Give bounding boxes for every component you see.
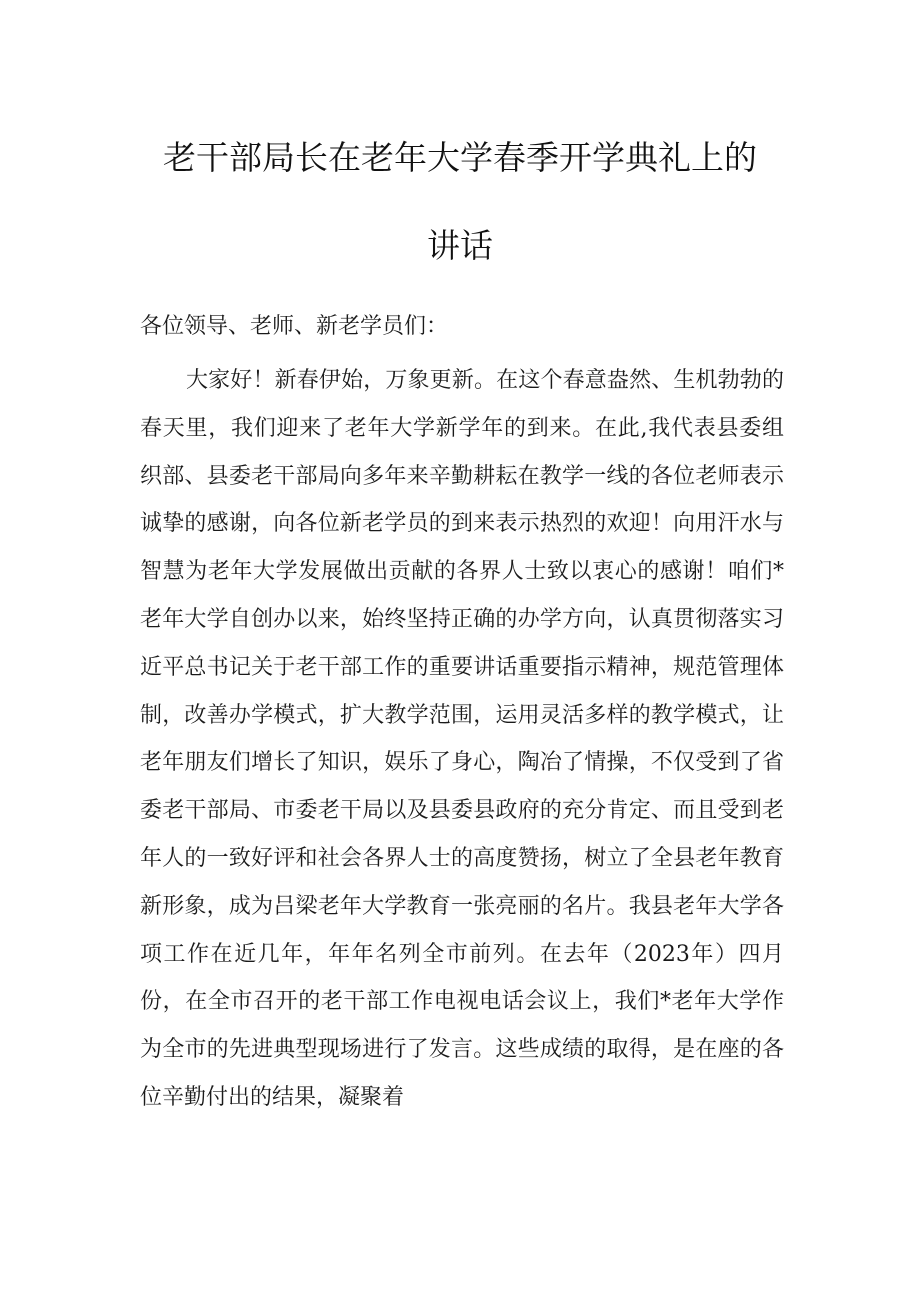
- greeting: 各位领导、老师、新老学员们：: [140, 314, 449, 339]
- document-title-line-1: 老干部局长在老年大学春季开学典礼上的: [163, 138, 757, 177]
- body-paragraph: 大家好！新春伊始，万象更新。在这个春意盎然、生机勃勃的春天里，我们迎来了老年大学新学年的到来。在此,我代表县委组织部、县委老干部局向多年来辛勤耕耘在教学一线的各位老师表示诚挚的感谢，向各位新老学员的到来表示热烈的欢迎！向用汗水与智慧为老年大学发展做出贡献的各界人士致以衷心的感谢！咱们*老年大学自创办以来，始终坚持正确的办学方向，认真贯彻落实习近平总书记关于老干部工作的重要讲话重要指示精神，规范管理体制，改善办学模式，扩大教学范围，运用灵活多样的教学模式，让老年朋友们增长了知识，娱乐了身心，陶冶了情操，不仅受到了省委老干部局、市委老干局以及县委县政府的充分肯定、而且受到老年人的一致好评和社会各界人士的高度赞扬，树立了全县老年教育新形象，成为吕梁老年大学教育一张亮丽的名片。我县老年大学各项工作在近几年，年年名列全市前列。在去年（2023年）四月份，在全市召开的老干部工作电视电话会议上，我们*老年大学作为全市的先进典型现场进行了发言。这些成绩的取得，是在座的各位辛勤付出的结果，凝聚着: [140, 368, 784, 1110]
- document-title-line-2: 讲话: [427, 226, 493, 265]
